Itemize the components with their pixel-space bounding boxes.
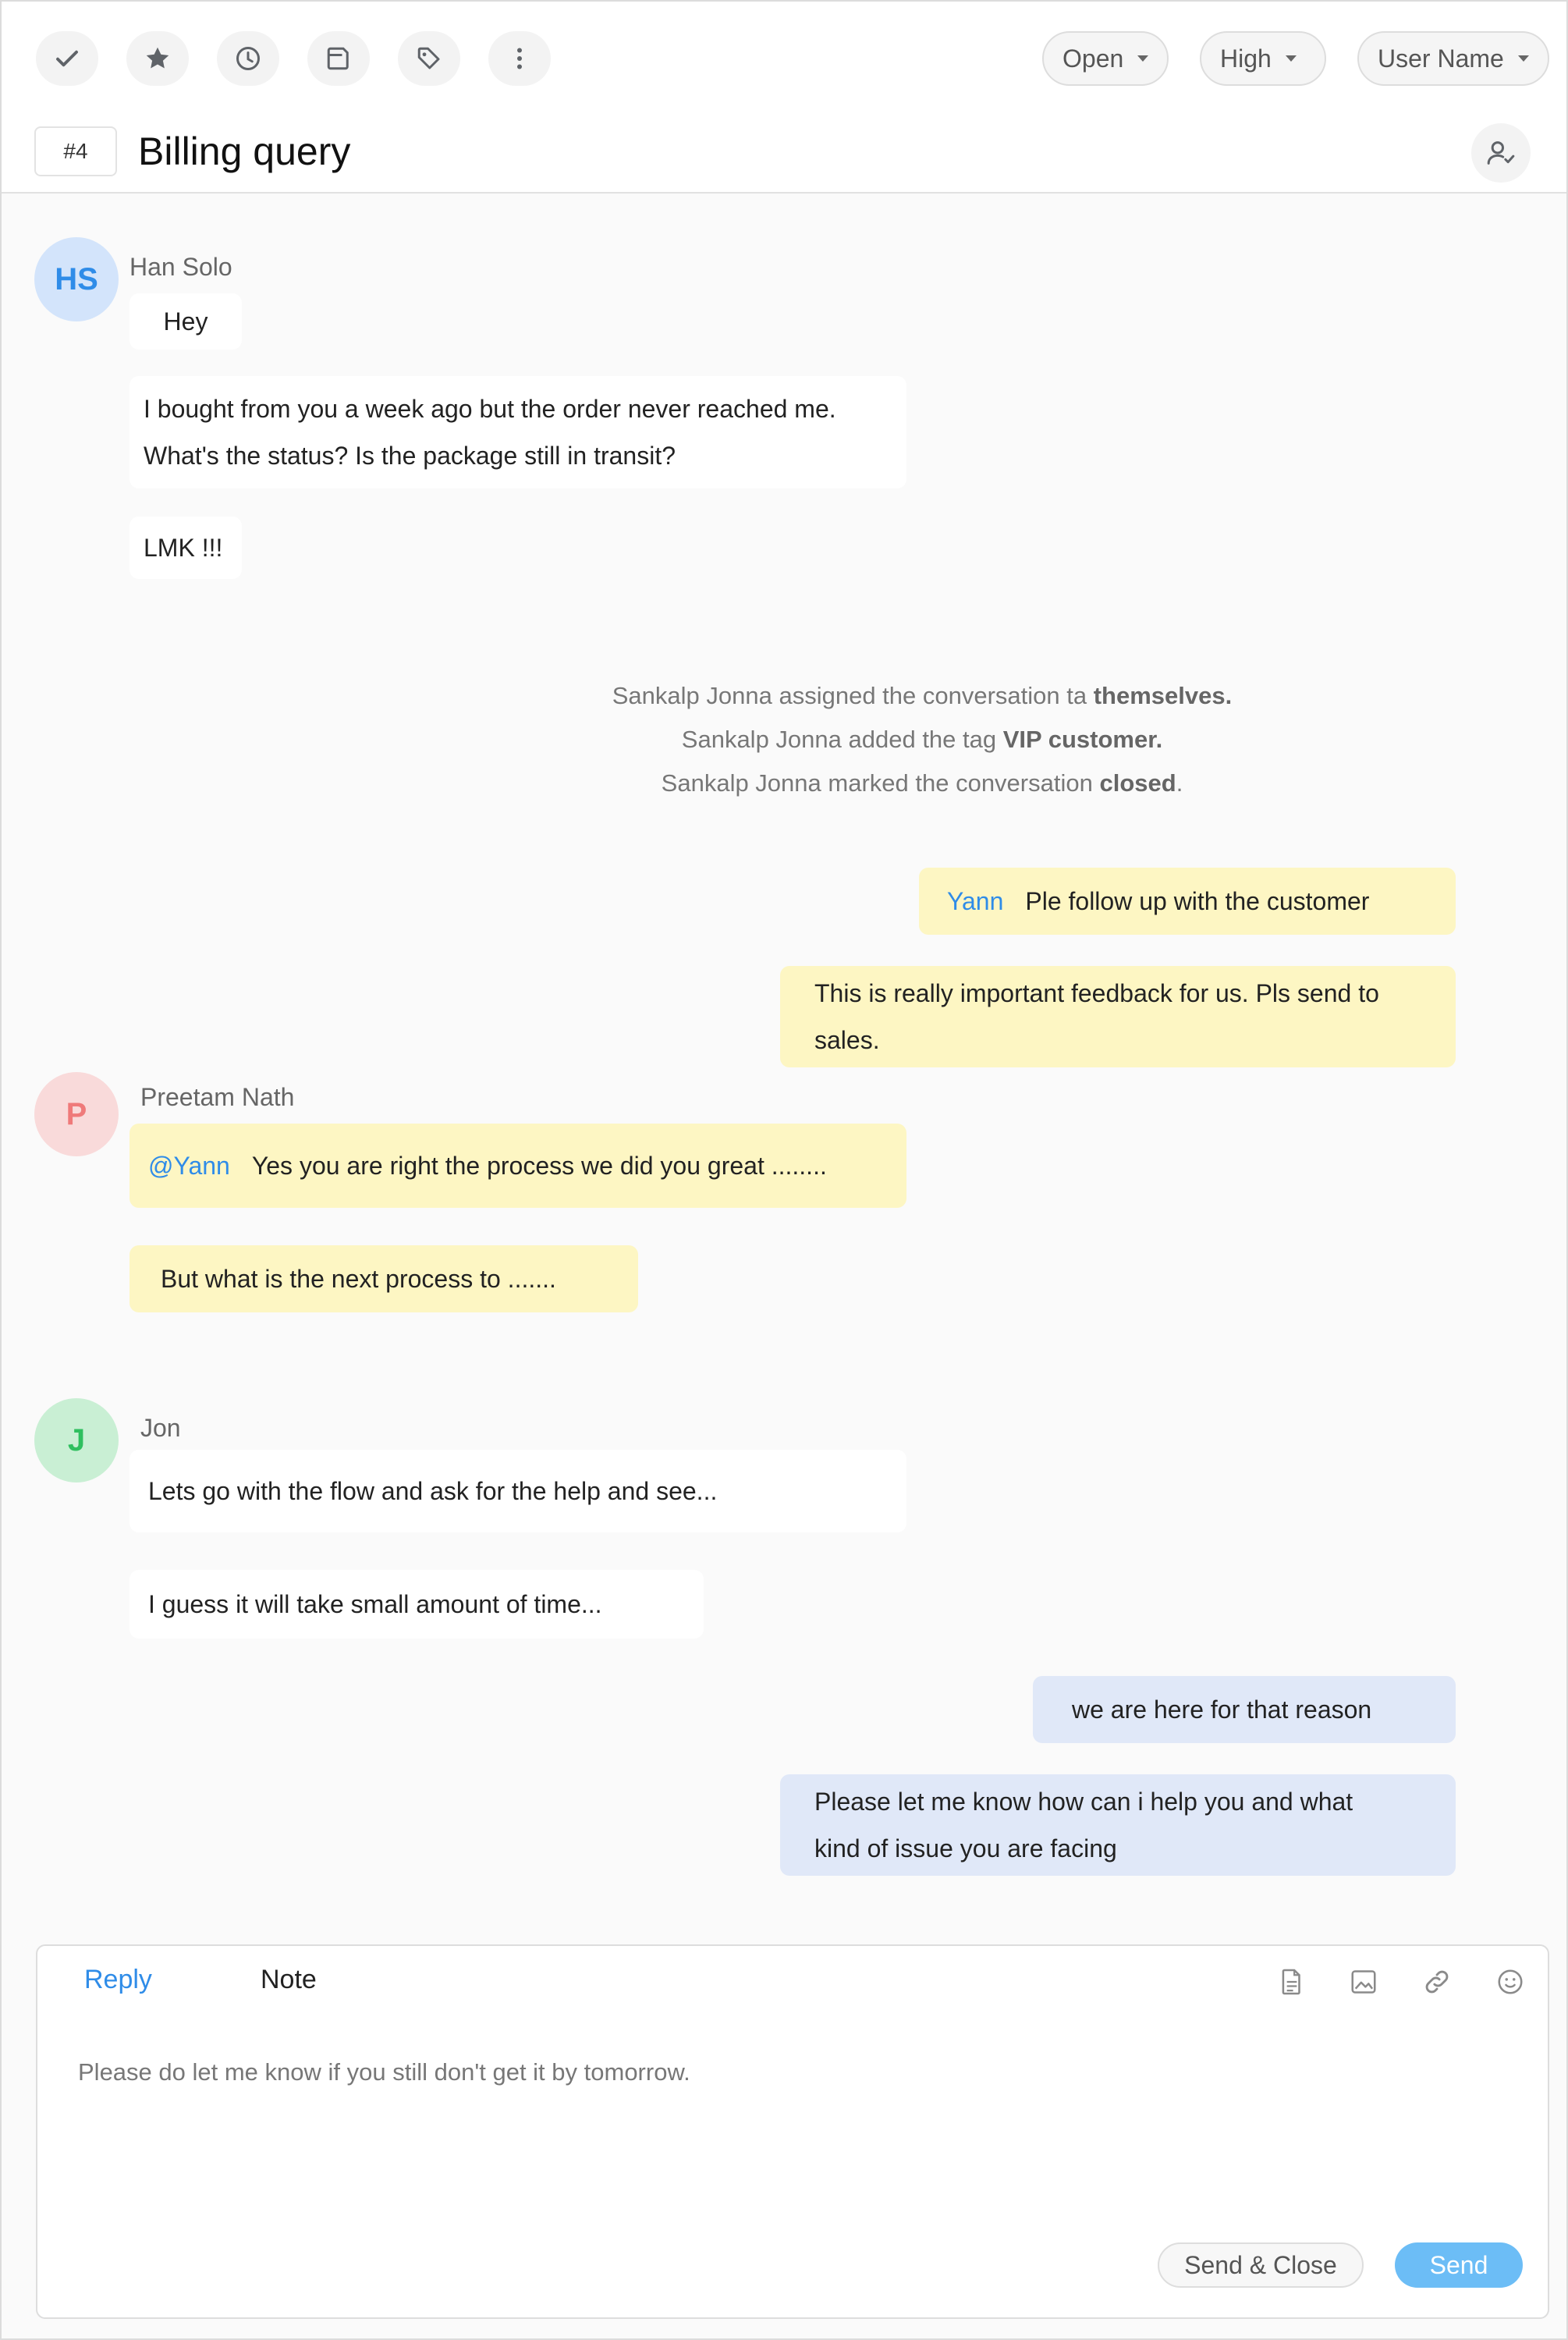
message-bubble: I guess it will take small amount of time... [129,1570,704,1639]
message-text: Yes you are right the process we did you great ........ [251,1152,827,1180]
clock-icon [234,44,262,73]
send-button[interactable]: Send [1395,2242,1523,2288]
message-bubble: But what is the next process to ....... [129,1245,638,1312]
chevron-down-icon [1518,55,1529,62]
sender-name-preetam-nath: Preetam Nath [140,1083,295,1111]
status-dropdown[interactable] [1042,31,1169,86]
system-event-highlight: VIP customer. [1002,726,1163,753]
more-options-button[interactable] [488,31,551,86]
tab-reply[interactable]: Reply [84,1965,152,1994]
snooze-button[interactable] [217,31,279,86]
assignee-dropdown-label: User Name [1378,44,1504,73]
message-bubble: I bought from you a week ago but the order never reached me. What's the status? Is the package still in transit? [129,376,906,488]
assignee-dropdown[interactable] [1357,31,1549,86]
sender-name-han-solo: Han Solo [129,253,232,281]
avatar-jon: J [34,1398,119,1482]
insert-emoji-button[interactable] [1493,1965,1527,1999]
folder-icon [325,44,353,73]
system-event [2,674,1568,718]
system-event-text: Sankalp Jonna assigned the conversation ta [612,682,1094,709]
priority-dropdown[interactable] [1200,31,1326,86]
document-icon [1277,1967,1307,1997]
system-event-text: Sankalp Jonna added the tag [681,726,1003,753]
reply-composer [36,1944,1549,2319]
reply-input[interactable]: Please do let me know if you still don't get it by tomorrow. [78,2058,690,2086]
attach-image-button[interactable] [1346,1965,1381,1999]
star-icon [144,44,172,73]
tag-button[interactable] [398,31,460,86]
emoji-icon [1495,1967,1525,1997]
move-button[interactable] [307,31,370,86]
ticket-number: #4 [34,126,117,176]
message-bubble [129,1124,906,1208]
system-event-highlight: themselves. [1093,682,1233,709]
message-bubble: we are here for that reason [1033,1676,1456,1743]
message-bubble: Hey [129,293,242,350]
send-and-close-button[interactable]: Send & Close [1158,2242,1364,2288]
check-icon [53,44,81,73]
mention-link[interactable]: @Yann [148,1152,230,1180]
status-dropdown-label: Open [1062,44,1124,73]
internal-note [919,868,1456,935]
ticket-title: Billing query [138,130,351,173]
link-icon [1422,1967,1452,1997]
note-text: Ple follow up with the customer [1025,887,1370,915]
system-event-text: Sankalp Jonna marked the conversation [661,769,1100,797]
system-event-highlight: closed [1099,769,1176,797]
avatar-preetam-nath: P [34,1072,119,1156]
tag-icon [415,44,443,73]
star-button[interactable] [126,31,189,86]
sender-name-jon: Jon [140,1414,181,1442]
chevron-down-icon [1286,55,1297,62]
assign-to-me-button[interactable] [1471,123,1531,183]
resolve-button[interactable] [36,31,98,86]
user-check-icon [1485,137,1517,169]
image-icon [1349,1967,1378,1997]
more-icon [506,44,534,73]
message-bubble: Please let me know how can i help you and what kind of issue you are facing [780,1774,1456,1876]
internal-note: This is really important feedback for us. Pls send to sales. [780,966,1456,1067]
message-bubble: LMK !!! [129,517,242,579]
tab-note[interactable]: Note [261,1965,317,1994]
conversation-header [2,2,1566,194]
message-bubble: Lets go with the flow and ask for the help and see... [129,1450,906,1532]
priority-dropdown-label: High [1220,44,1272,73]
insert-link-button[interactable] [1420,1965,1454,1999]
system-event [2,718,1568,762]
attach-document-button[interactable] [1275,1965,1309,1999]
avatar-han-solo: HS [34,237,119,321]
mention-link[interactable]: Yann [947,887,1004,915]
chevron-down-icon [1137,55,1148,62]
system-event-text: . [1176,769,1183,797]
system-event [2,762,1568,805]
